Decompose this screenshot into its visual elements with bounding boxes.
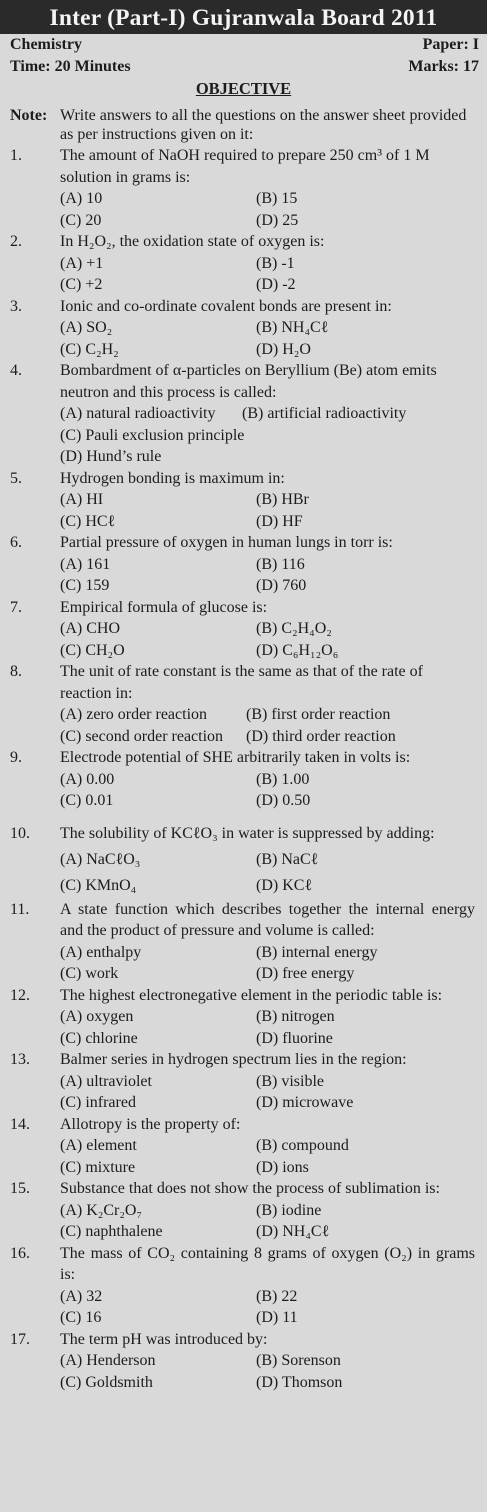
question-options (60, 1286, 475, 1329)
question-options (60, 1071, 475, 1114)
question-stem: Bombardment of α-particles on Beryllium (Be) atom emits neutron and this process is called: (60, 362, 437, 401)
question-stem: A state function which describes together the internal energy and the product of pressure and volume is called: (60, 900, 475, 939)
option-c: (C) Pauli exclusion principle (60, 426, 245, 444)
note-label: Note: (10, 107, 48, 124)
question-number: 10. (10, 824, 30, 842)
option-a: (A) 0.00 (60, 770, 115, 788)
question-options (60, 1200, 475, 1243)
question-number: 1. (10, 147, 22, 164)
option-c: (C) KMnO₄ (60, 876, 137, 894)
question-stem: The mass of CO₂ containing 8 grams of oxygen (O₂) in grams is: (60, 1244, 475, 1283)
question-stem: Hydrogen bonding is maximum in: (60, 469, 285, 487)
option-b: (B) 15 (256, 190, 298, 207)
option-d: (D) HF (256, 512, 303, 530)
question-item (0, 1243, 487, 1329)
question-item (0, 899, 487, 985)
note-text: Write answers to all the questions on the answer sheet provided as per instructions given on it: (60, 107, 467, 143)
question-options (60, 489, 475, 532)
option-b: (B) 22 (256, 1287, 298, 1305)
option-a: (A) SO₂ (60, 319, 113, 336)
question-stem: Empirical formula of glucose is: (60, 598, 268, 616)
option-b: (B) Sorenson (256, 1352, 341, 1369)
question-stem: Partial pressure of oxygen in human lungs in torr is: (60, 534, 393, 551)
option-d: (D) 0.50 (256, 792, 311, 809)
option-c: (C) HCℓ (60, 512, 116, 530)
option-b: (B) nitrogen (256, 1008, 335, 1025)
question-options (60, 1350, 475, 1393)
question-item (0, 1178, 487, 1243)
option-b: (B) -1 (256, 254, 295, 272)
question-number: 16. (10, 1244, 30, 1262)
question-item (0, 747, 487, 812)
option-d: (D) fluorine (256, 1029, 333, 1047)
question-stem: The highest electronegative element in the periodic table is: (60, 986, 443, 1004)
option-d: (D) NH₄Cℓ (256, 1223, 330, 1240)
question-number: 2. (10, 233, 22, 250)
option-d: (D) third order reaction (246, 727, 396, 745)
option-c: (C) 20 (60, 211, 102, 229)
option-c: (C) Goldsmith (60, 1373, 153, 1391)
option-d: (D) Hund’s rule (60, 448, 162, 465)
question-stem: The solubility of KCℓO₃ in water is suppressed by adding: (60, 824, 435, 842)
question-options (60, 618, 475, 661)
question-stem: The unit of rate constant is the same as that of the rate of reaction in: (60, 663, 423, 702)
question-number: 13. (10, 1051, 30, 1068)
question-number: 4. (10, 362, 22, 379)
question-number: 12. (10, 986, 30, 1004)
option-d: (D) free energy (256, 965, 355, 982)
question-item (0, 231, 487, 296)
marks-label: Marks: 17 (408, 58, 479, 75)
option-d: (D) Thomson (256, 1373, 343, 1391)
question-number: 6. (10, 534, 22, 551)
question-options (60, 942, 475, 985)
question-item (0, 360, 487, 468)
option-a: (A) oxygen (60, 1008, 134, 1025)
option-c: (C) naphthalene (60, 1223, 163, 1240)
option-d: (D) KCℓ (256, 876, 313, 894)
option-a: (A) 161 (60, 555, 111, 573)
question-options (60, 554, 475, 597)
question-options (60, 1006, 475, 1049)
option-d: (D) H₂O (256, 340, 311, 358)
question-item (0, 532, 487, 597)
question-options (60, 188, 475, 231)
question-stem: Ionic and co-ordinate covalent bonds are present in: (60, 297, 392, 315)
paper-label: Paper: I (422, 36, 479, 53)
option-d: (D) ions (256, 1158, 309, 1176)
paper-meta (0, 34, 487, 78)
question-stem: Electrode potential of SHE arbitrarily taken in volts is: (60, 749, 411, 766)
time-label: Time: 20 Minutes (10, 58, 131, 75)
paper-title: Inter (Part-I) Gujranwala Board 2011 (0, 0, 487, 34)
option-c: (C) chlorine (60, 1029, 138, 1047)
question-item (0, 296, 487, 361)
option-c: (C) mixture (60, 1158, 136, 1176)
option-b: (B) C₂H₄O₂ (256, 620, 332, 637)
question-item (0, 985, 487, 1050)
section-heading: OBJECTIVE (195, 79, 292, 98)
option-d: (D) -2 (256, 276, 296, 293)
question-number: 15. (10, 1180, 30, 1197)
option-c: (C) second order reaction (60, 727, 224, 745)
question-stem: Allotropy is the property of: (60, 1115, 241, 1133)
question-number: 5. (10, 469, 22, 487)
option-b: (B) NaCℓ (256, 850, 319, 868)
option-b: (B) HBr (256, 491, 309, 508)
option-a: (A) element (60, 1137, 137, 1154)
option-a: (A) NaCℓO₃ (60, 850, 141, 868)
question-item (0, 1329, 487, 1394)
question-number: 9. (10, 749, 22, 766)
option-a: (A) zero order reaction (60, 706, 208, 723)
question-item (0, 468, 487, 533)
option-c: (C) 16 (60, 1309, 102, 1326)
option-d: (D) 25 (256, 211, 299, 229)
option-d: (D) 11 (256, 1309, 298, 1326)
option-c: (C) infrared (60, 1094, 136, 1111)
question-stem: The term pH was introduced by: (60, 1330, 268, 1348)
option-b: (B) compound (256, 1137, 349, 1154)
option-d: (D) microwave (256, 1094, 354, 1111)
option-b: (B) 116 (256, 555, 305, 573)
question-item (0, 661, 487, 747)
option-b: (B) visible (256, 1072, 324, 1090)
option-c: (C) work (60, 965, 119, 982)
question-stem: Balmer series in hydrogen spectrum lies in the region: (60, 1051, 407, 1068)
question-number: 14. (10, 1115, 30, 1133)
question-options (60, 253, 475, 296)
question-options (60, 403, 475, 425)
option-c: (C) CH₂O (60, 641, 125, 659)
question-item (0, 597, 487, 662)
option-a: (A) HI (60, 491, 104, 508)
question-options (60, 704, 475, 747)
option-b: (B) first order reaction (246, 706, 391, 723)
option-a: (A) K₂Cr₂O₇ (60, 1201, 143, 1219)
option-a: (A) natural radioactivity (60, 405, 216, 422)
question-list (0, 145, 487, 1393)
question-item (0, 821, 487, 899)
question-options (60, 769, 475, 812)
question-number: 8. (10, 663, 22, 680)
question-options (60, 317, 475, 360)
option-a: (A) Henderson (60, 1352, 156, 1369)
option-b: (B) NH₄Cℓ (256, 319, 329, 336)
option-a: (A) enthalpy (60, 943, 142, 961)
option-c: (C) +2 (60, 276, 103, 293)
option-a: (A) 10 (60, 190, 103, 207)
option-c: (C) 159 (60, 577, 110, 594)
question-options-stacked (60, 425, 475, 468)
question-item (0, 1049, 487, 1114)
note-block (0, 106, 487, 144)
question-options (60, 847, 475, 899)
question-number: 11. (10, 900, 30, 918)
subject-label: Chemistry (10, 36, 82, 53)
option-a: (A) ultraviolet (60, 1072, 152, 1090)
option-b: (B) internal energy (256, 943, 378, 961)
option-b: (B) iodine (256, 1201, 322, 1219)
question-number: 3. (10, 297, 22, 315)
question-item (0, 1114, 487, 1179)
option-c: (C) C₂H₂ (60, 340, 119, 358)
question-item (0, 145, 487, 231)
option-d: (D) C₆H₁₂O₆ (256, 641, 339, 659)
option-b: (B) 1.00 (256, 770, 310, 788)
option-d: (D) 760 (256, 577, 307, 594)
option-a: (A) 32 (60, 1287, 103, 1305)
option-a: (A) CHO (60, 620, 120, 637)
question-options (60, 1135, 475, 1178)
option-a: (A) +1 (60, 254, 104, 272)
question-number: 17. (10, 1330, 30, 1348)
question-stem: In H₂O₂, the oxidation state of oxygen is: (60, 233, 325, 250)
option-b: (B) artificial radioactivity (242, 405, 407, 422)
option-c: (C) 0.01 (60, 792, 114, 809)
question-stem: The amount of NaOH required to prepare 250 cm³ of 1 M solution in grams is: (60, 147, 430, 186)
question-stem: Substance that does not show the process of sublimation is: (60, 1180, 440, 1197)
question-number: 7. (10, 598, 22, 616)
